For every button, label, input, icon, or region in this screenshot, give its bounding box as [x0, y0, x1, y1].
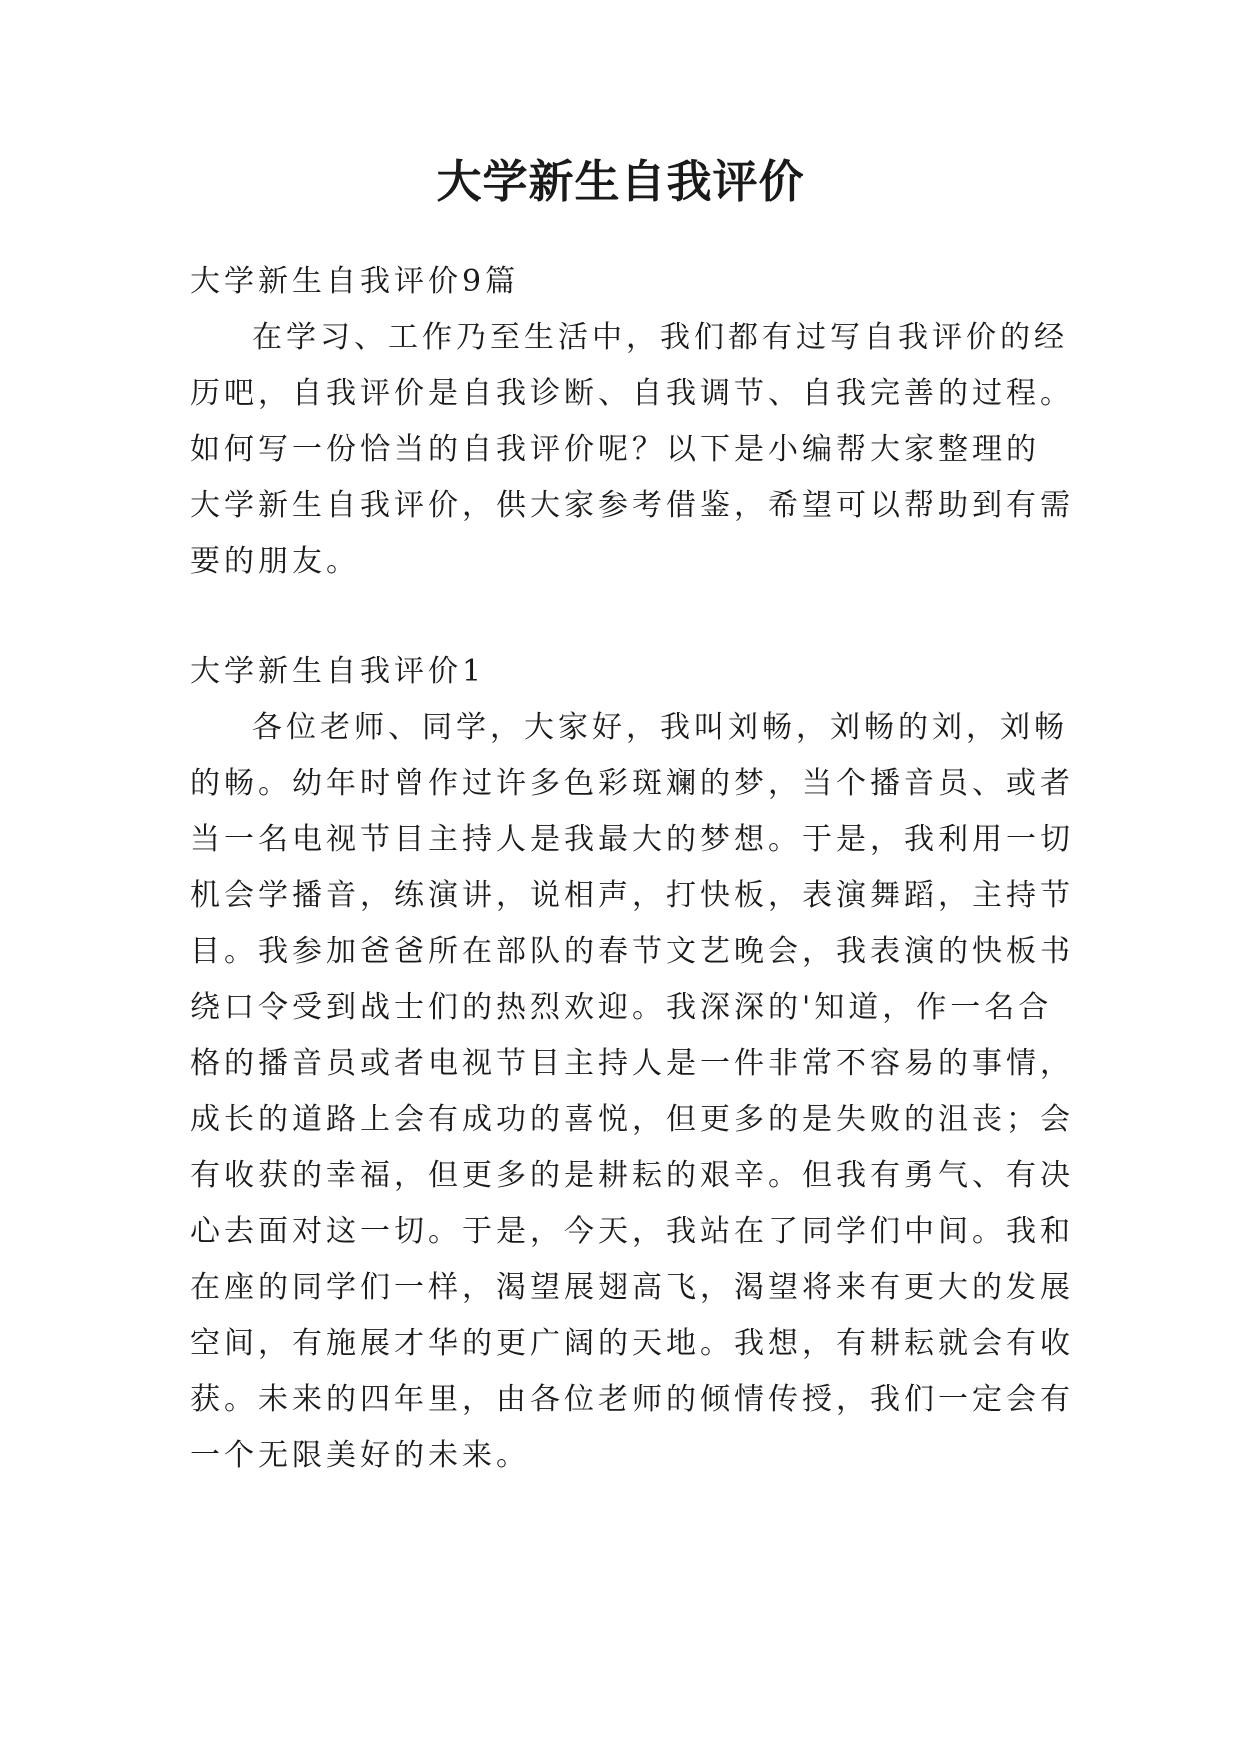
- body-line: 机会学播音，练演讲，说相声，打快板，表演舞蹈，主持节: [190, 878, 1074, 913]
- body-line: 有收获的幸福，但更多的是耕耘的艰辛。但我有勇气、有决: [190, 1158, 1074, 1193]
- body-line: 获。未来的四年里，由各位老师的倾情传授，我们一定会有: [190, 1382, 1074, 1417]
- intro-line: 历吧，自我评价是自我诊断、自我调节、自我完善的过程。: [190, 376, 1074, 411]
- body-line: 成长的道路上会有成功的喜悦，但更多的是失败的沮丧；会: [190, 1102, 1074, 1137]
- body-line: 在座的同学们一样，渴望展翅高飞，渴望将来有更大的发展: [190, 1270, 1074, 1305]
- document-title: 大学新生自我评价: [436, 155, 805, 208]
- body-line: 格的播音员或者电视节目主持人是一件非常不容易的事情，: [190, 1046, 1074, 1081]
- section-heading: 大学新生自我评价1: [190, 654, 486, 689]
- body-line: 绕口令受到战士们的热烈欢迎。我深深的'知道，作一名合: [190, 990, 1053, 1025]
- body-line: 各位老师、同学，大家好，我叫刘畅，刘畅的刘，刘畅: [252, 710, 1068, 745]
- body-line: 一个无限美好的未来。: [190, 1438, 530, 1473]
- intro-line: 在学习、工作乃至生活中，我们都有过写自我评价的经: [252, 320, 1068, 355]
- body-line: 心去面对这一切。于是，今天，我站在了同学们中间。我和: [190, 1214, 1074, 1249]
- body-line: 目。我参加爸爸所在部队的春节文艺晚会，我表演的快板书: [190, 934, 1074, 969]
- intro-line: 要的朋友。: [190, 544, 360, 579]
- body-line: 的畅。幼年时曾作过许多色彩斑斓的梦，当个播音员、或者: [190, 766, 1074, 801]
- body-line: 当一名电视节目主持人是我最大的梦想。于是，我利用一切: [190, 822, 1074, 857]
- intro-line: 大学新生自我评价，供大家参考借鉴，希望可以帮助到有需: [190, 488, 1074, 523]
- document-subtitle: 大学新生自我评价9篇: [190, 264, 520, 299]
- intro-line: 如何写一份恰当的自我评价呢？以下是小编帮大家整理的: [190, 432, 1040, 467]
- body-line: 空间，有施展才华的更广阔的天地。我想，有耕耘就会有收: [190, 1326, 1074, 1361]
